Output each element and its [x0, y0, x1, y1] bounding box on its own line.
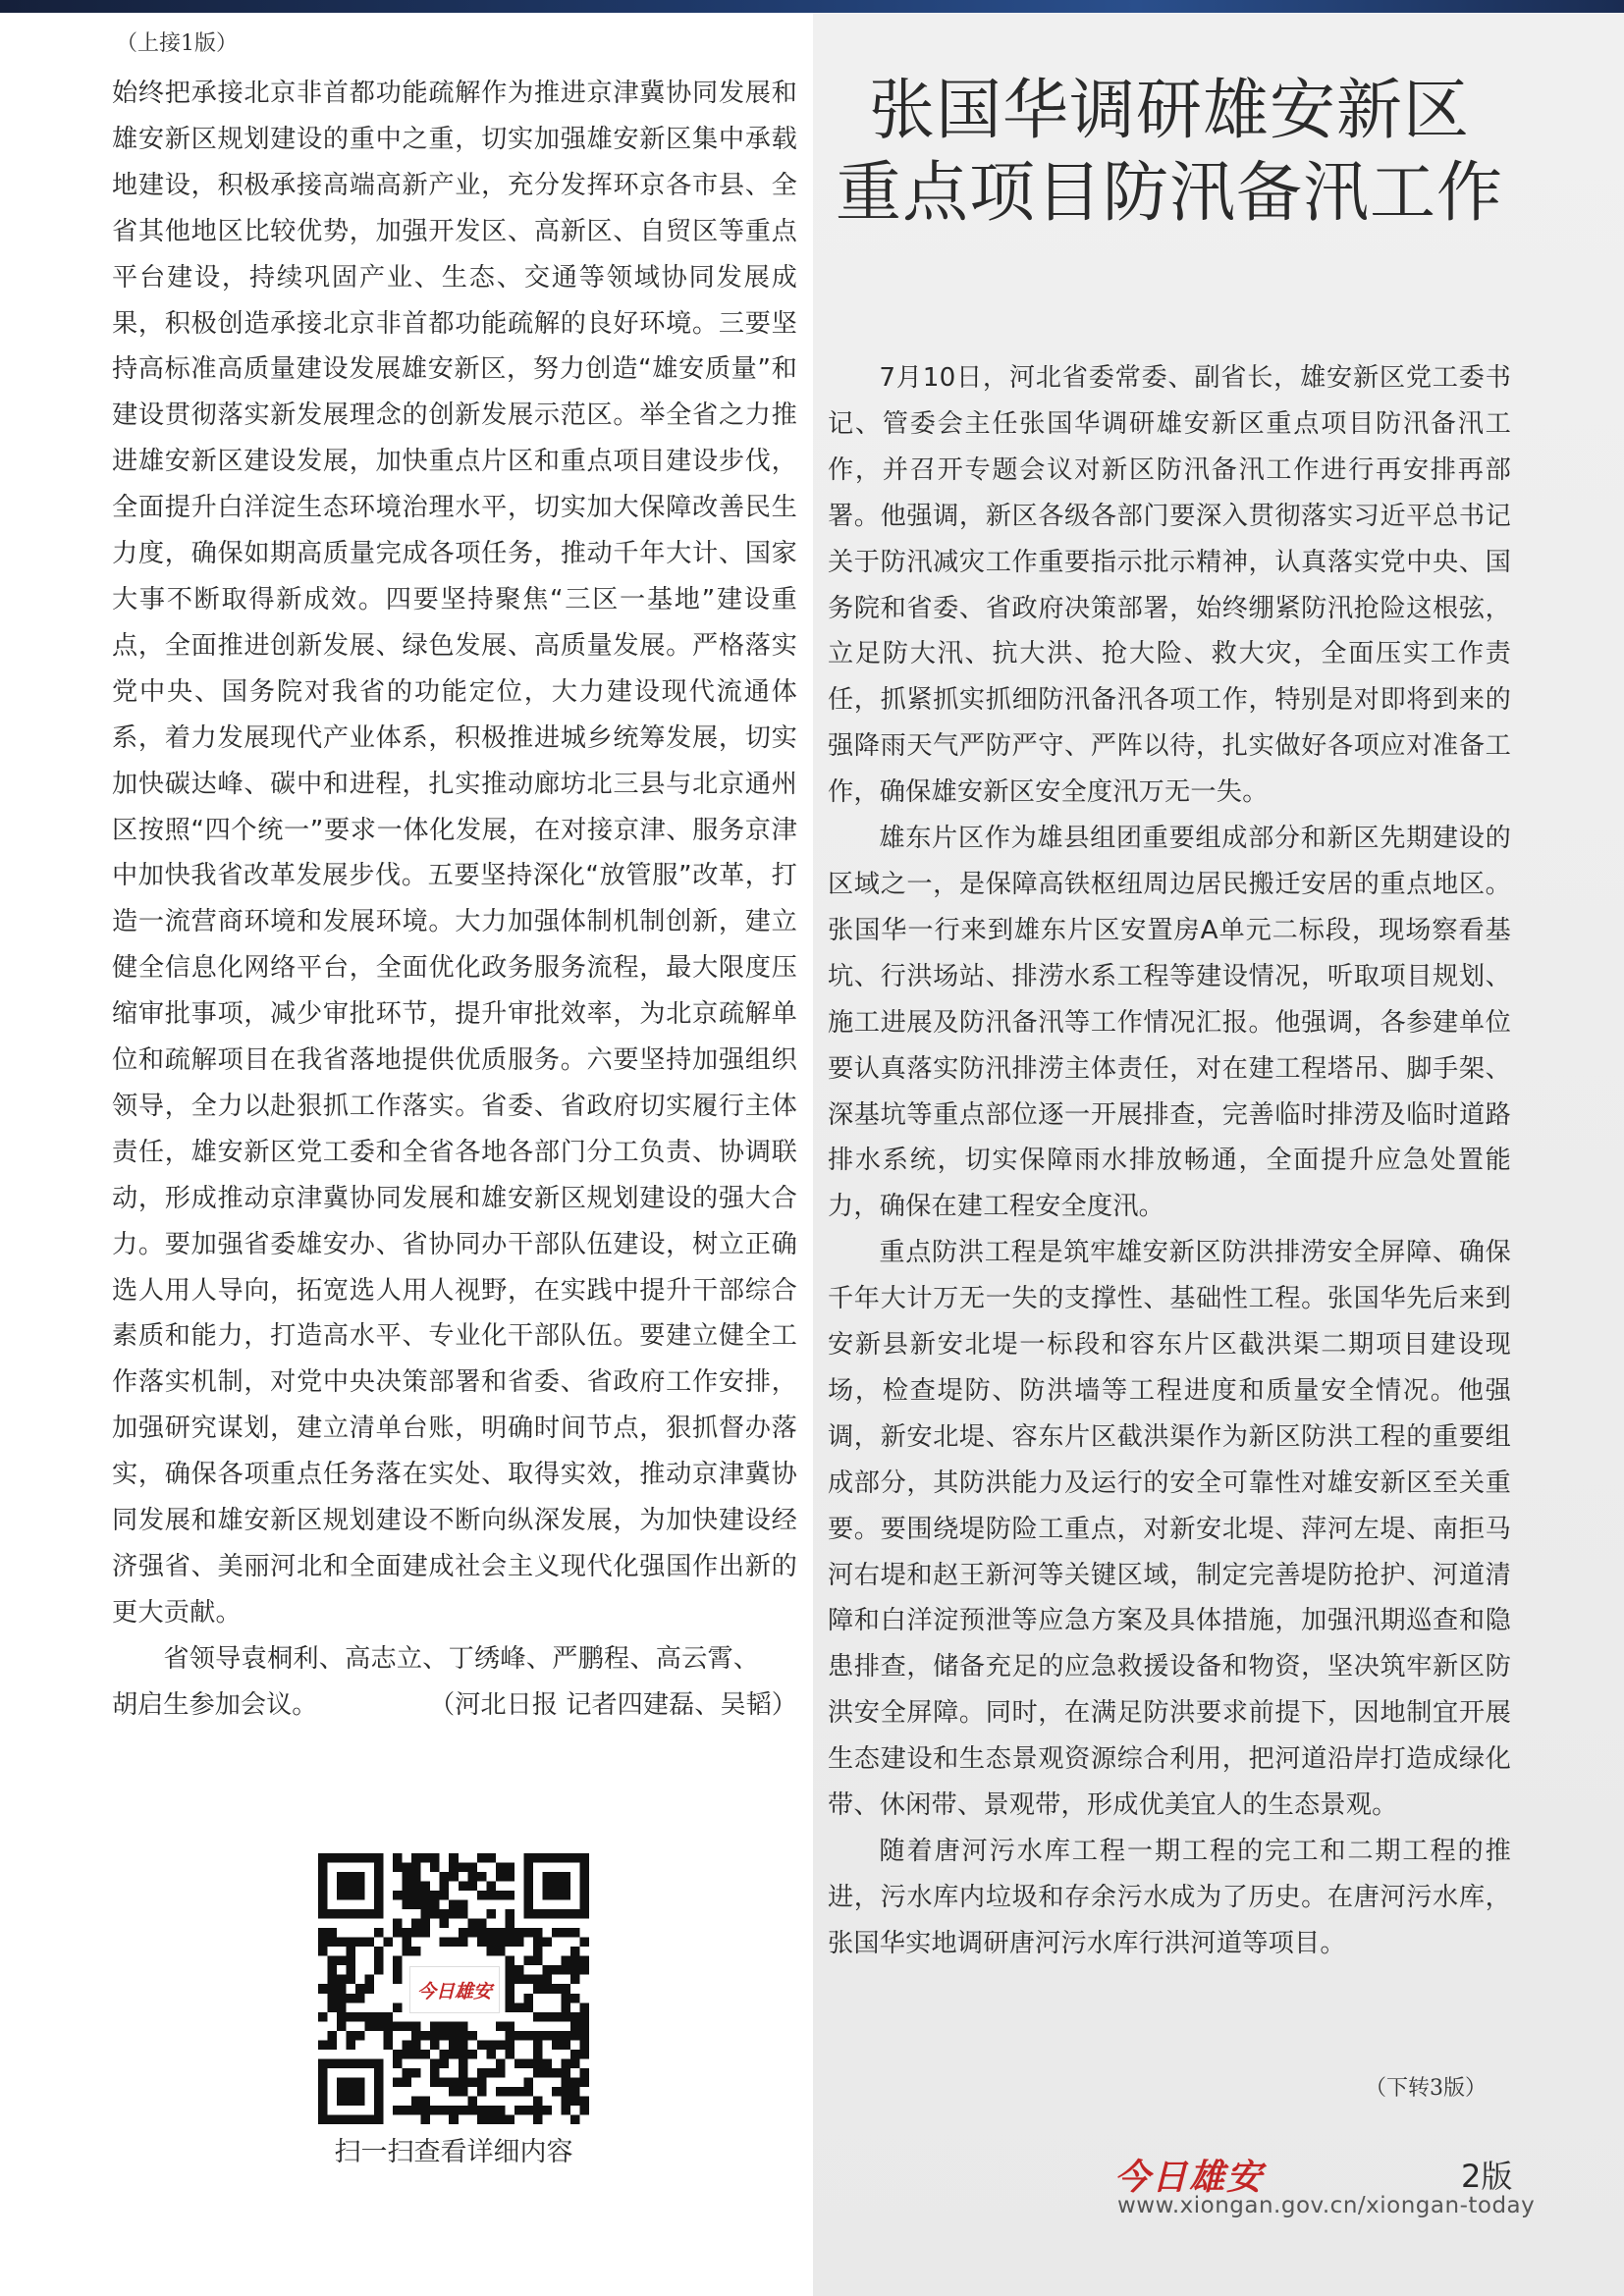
top-color-bar — [0, 0, 1624, 13]
headline-line-2: 重点项目防汛备汛工作 — [836, 154, 1503, 231]
attendees-line-2: 胡启生参加会议。 — [112, 1689, 318, 1720]
qr-finder-center — [337, 1872, 365, 1900]
qr-finder-center — [542, 1872, 570, 1900]
qr-center-logo: 今日雄安 — [409, 1966, 500, 2013]
continued-from-label: （上接1版） — [116, 31, 238, 56]
footer-logo: 今日雄安 — [1114, 2157, 1265, 2198]
attendees-line: 省领导袁桐利、高志立、丁绣峰、严鹏程、高云霄、 — [163, 1643, 760, 1674]
left-body-paragraph: 始终把承接北京非首都功能疏解作为推进京津冀协同发展和雄安新区规划建设的重中之重，切实加强雄安新区集中承载地建设，积极承接高端高新产业，充分发挥环京各市县、全省其他地区比较优势，加强开发区、高新区、自贸区等重点平台建设，持续巩固产业、生态、交通等领域协同发展成果，积极创造承接北京非首都功能疏解的良好环境。三要坚持高标准高质量建设发展雄安新区，努力创造“雄安质量”和建设贯彻落实新发展理念的创新发展示范区。举全省之力推进雄安新区建设发展，加快重点片区和重点项目建设步伐，全面提升白洋淀生态环境治理水平，切实加大保障改善民生力度，确保如期高质量完成各项任务，推动千年大计、国家大事不断取得新成效。四要坚持聚焦“三区一基地”建设重点，全面推进创新发展、绿色发展、高质量发展。严格落实党中央、国务院对我省的功能定位，大力建设现代流通体系，着力发展现代产业体系，积极推进城乡统筹发展，切实加快碳达峰、碳中和进程，扎实推动廊坊北三县与北京通州区按照“四个统一”要求一体化发展，在对接京津、服务京津中加快我省改革发展步伐。五要坚持深化“放管服”改革，打造一流营商环境和发展环境。大力加强体制机制创新，建立健全信息化网络平台，全面优化政务服务流程，最大限度压缩审批事项，减少审批环节，提升审批效率，为北京疏解单位和疏解项目在我省落地提供优质服务。六要坚持加强组织领导，全力以赴狠抓工作落实。省委、省政府切实履行主体责任，雄安新区党工委和全省各地各部门分工负责、协调联动，形成推动京津冀协同发展和雄安新区规划建设的强大合力。要加强省委雄安办、省协同办干部队伍建设，树立正确选人用人导向，拓宽选人用人视野，在实践中提升干部综合素质和能力，打造高水平、专业化干部队伍。要建立健全工作落实机制，对党中央决策部署和省委、省政府工作安排，加强研究谋划，建立清单台账，明确时间节点，狠抓督办落实，确保各项重点任务落在实处、取得实效，推动京津冀协同发展和雄安新区规划建设不断向纵深发展，为加快建设经济强省、美丽河北和全面建成社会主义现代化强国作出新的更大贡献。 — [112, 79, 797, 1628]
byline: （河北日报 记者四建磊、吴韬） — [429, 1689, 797, 1720]
left-article-column — [112, 29, 797, 1729]
right-paragraph: 7月10日，河北省委常委、副省长，雄安新区党工委书记、管委会主任张国华调研雄安新区重点项目防汛备汛工作，并召开专题会议对新区防汛备汛工作进行再安排再部署。他强调，新区各级各部门要深入贯彻落实习近平总书记关于防汛减灾工作重要指示批示精神，认真落实党中央、国务院和省委、省政府决策部署，始终绷紧防汛抢险这根弦，立足防大汛、抗大洪、抢大险、救大灾，全面压实工作责任，抓紧抓实抓细防汛备汛各项工作，特别是对即将到来的强降雨天气严防严守、严阵以待，扎实做好各项应对准备工作，确保雄安新区安全度汛万无一失。 — [828, 363, 1511, 808]
page-number: 2版 — [1461, 2158, 1513, 2195]
right-paragraph: 随着唐河污水库工程一期工程的完工和二期工程的推进，污水库内垃圾和存余污水成为了历史。在唐河污水库，张国华实地调研唐河污水库行洪河道等项目。 — [828, 1837, 1511, 1958]
byline-row — [112, 1682, 797, 1729]
headline — [828, 69, 1511, 234]
qr-caption: 扫一扫查看详细内容 — [334, 2137, 573, 2167]
qr-finder-center — [337, 2077, 365, 2106]
continued-to-label: （下转3版） — [1365, 2076, 1487, 2101]
right-paragraph: 雄东片区作为雄县组团重要组成部分和新区先期建设的区域之一，是保障高铁枢纽周边居民搬迁安居的重点地区。张国华一行来到雄东片区安置房A单元二标段，现场察看基坑、行洪场站、排涝水系工程等建设情况，听取项目规划、施工进展及防汛备汛等工作情况汇报。他强调，各参建单位要认真落实防汛排涝主体责任，对在建工程塔吊、脚手架、深基坑等重点部位逐一开展排查，完善临时排涝及临时道路排水系统，切实保障雨水排放畅通，全面提升应急处置能力，确保在建工程安全度汛。 — [828, 824, 1511, 1222]
right-article-column — [828, 69, 1511, 1967]
headline-line-1: 张国华调研雄安新区 — [869, 72, 1470, 148]
right-article-body — [828, 355, 1511, 1967]
footer-url[interactable]: www.xiongan.gov.cn/xiongan-today — [1117, 2193, 1536, 2218]
right-paragraph: 重点防洪工程是筑牢雄安新区防洪排涝安全屏障、确保千年大计万无一失的支撑性、基础性工程。张国华先后来到安新县新安北堤一标段和容东片区截洪渠二期项目建设现场，检查堤防、防洪墙等工程进度和质量安全情况。他强调，新安北堤、容东片区截洪渠作为新区防洪工程的重要组成部分，其防洪能力及运行的安全可靠性对雄安新区至关重要。要围绕堤防险工重点，对新安北堤、萍河左堤、南拒马河右堤和赵王新河等关键区域，制定完善堤防抢护、河道清障和白洋淀预泄等应急方案及具体措施，加强汛期巡查和隐患排查，储备充足的应急救援设备和物资，坚决筑牢新区防洪安全屏障。同时，在满足防洪要求前提下，因地制宜开展生态建设和生态景观资源综合利用，把河道沿岸打造成绿化带、休闲带、景观带，形成优美宜人的生态景观。 — [828, 1238, 1511, 1821]
qr-code[interactable] — [318, 1853, 589, 2124]
